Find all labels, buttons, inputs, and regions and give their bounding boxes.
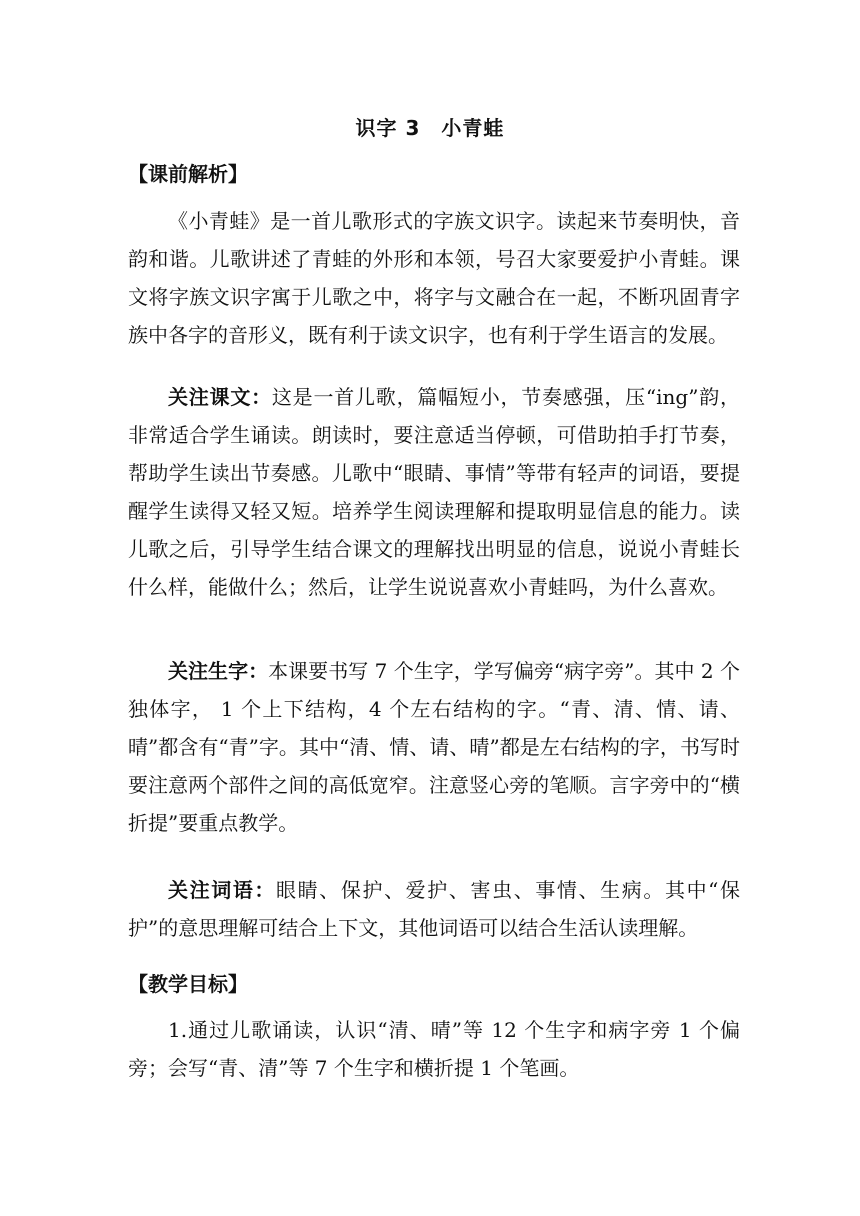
focus-chars-body: 本课要书写 7 个生字，学写偏旁“病字旁”。其中 2 个独体字， 1 个上下结构，4 个左右结构的字。“青、清、情、请、晴”都含有“青”字。其中“清、情、请、晴”都是左右结构的字，书写时要注意两个部件之间的高低宽窄。注意竖心旁的笔顺。言字旁中的“横折提”要重点教学。 xyxy=(128,659,741,835)
section-heading-teaching-goals: 【教学目标】 xyxy=(128,972,248,996)
focus-text-paragraph xyxy=(128,378,740,606)
focus-text-lead: 关注课文： xyxy=(168,385,272,409)
focus-text-body: 这是一首儿歌，篇幅短小，节奏感强，压“ing”韵，非常适合学生诵读。朗读时，要注意适当停顿，可借助拍手打节奏，帮助学生读出节奏感。儿歌中“眼睛、事情”等带有轻声的词语，要提醒学生读得又轻又短。培养学生阅读理解和提取明显信息的能力。读儿歌之后，引导学生结合课文的理解找出明显的信息，说说小青蛙长什么样，能做什么；然后，让学生说说喜欢小青蛙吗，为什么喜欢。 xyxy=(128,385,741,599)
teaching-goal-1: 1.通过儿歌诵读，认识“清、晴”等 12 个生字和病字旁 1 个偏旁；会写“青、清”等 7 个生字和横折提 1 个笔画。 xyxy=(128,1018,740,1080)
section-heading-pre-lesson-analysis: 【课前解析】 xyxy=(128,162,248,186)
focus-words-paragraph xyxy=(128,871,740,947)
focus-chars-lead: 关注生字： xyxy=(168,659,269,683)
intro-paragraph: 《小青蛙》是一首儿歌形式的字族文识字。读起来节奏明快，音韵和谐。儿歌讲述了青蛙的外形和本领，号召大家要爱护小青蛙。课文将字族文识字寓于儿歌之中，将字与文融合在一起，不断巩固青字族中各字的音形义，既有利于读文识字，也有利于学生语言的发展。 xyxy=(128,209,740,347)
lesson-title: 识字 3 小青蛙 xyxy=(355,116,505,140)
focus-words-lead: 关注词语： xyxy=(168,878,277,902)
focus-chars-paragraph xyxy=(128,652,740,842)
focus-words-body: 眼睛、保护、爱护、害虫、事情、生病。其中“保护”的意思理解可结合上下文，其他词语可以结合生活认读理解。 xyxy=(128,878,741,940)
